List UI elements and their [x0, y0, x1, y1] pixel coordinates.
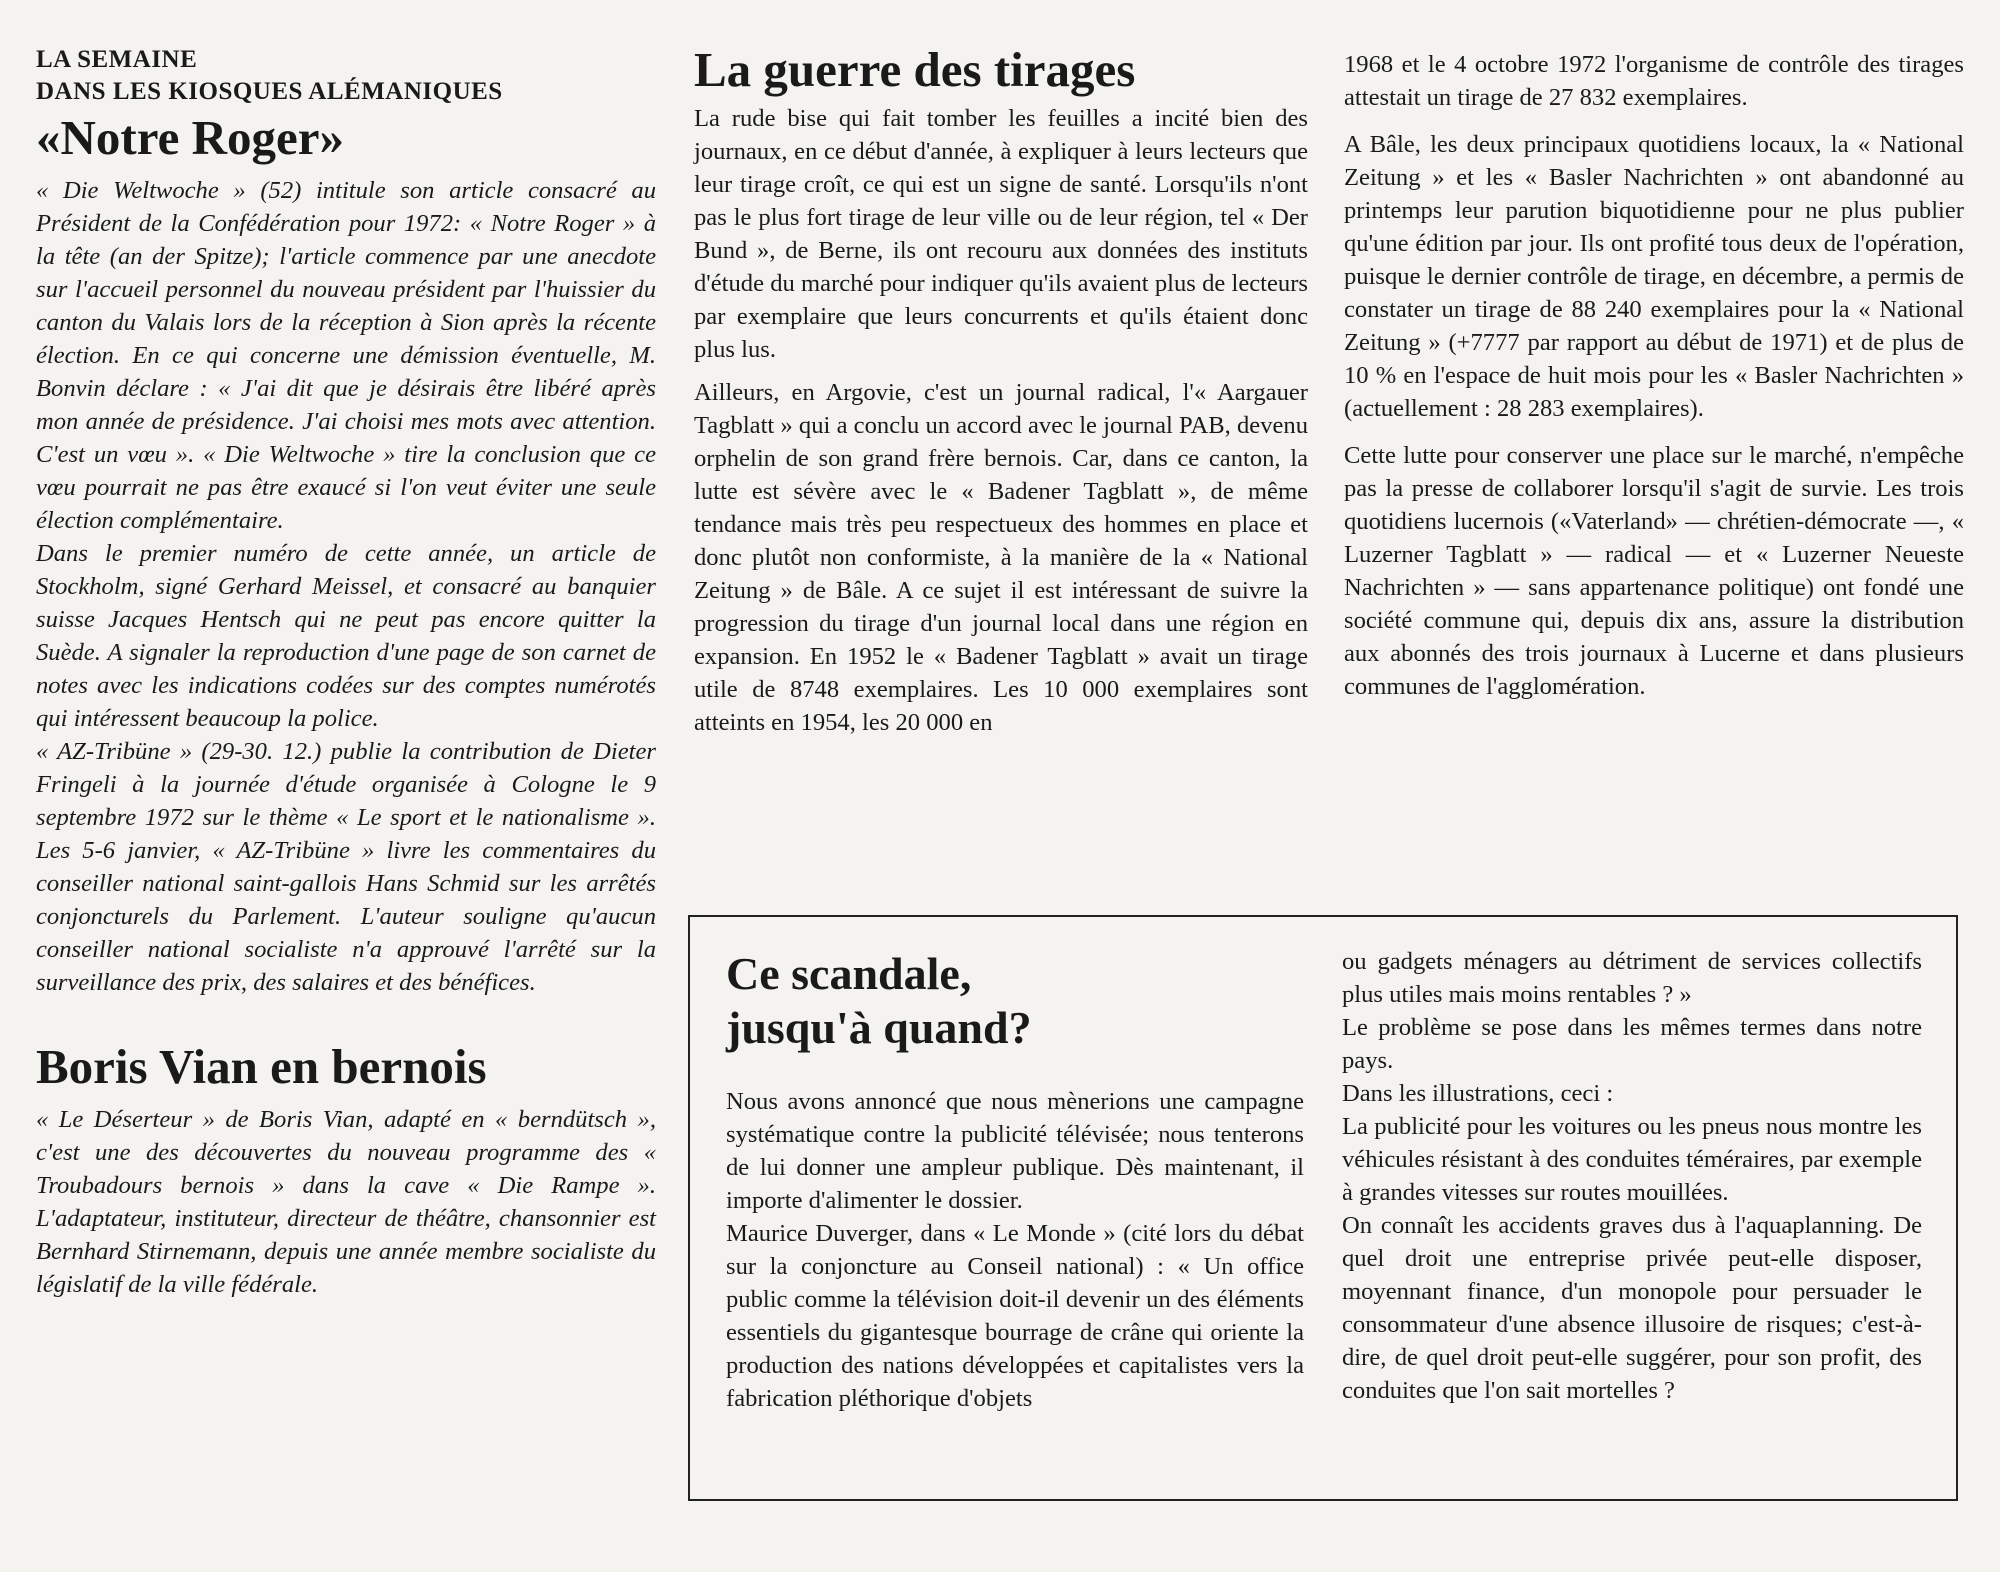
- article-guerre-continued: [1344, 48, 1964, 703]
- paragraph: A Bâle, les deux principaux quotidiens locaux, la « National Zeitung » et les « Basler Nachrichten » ont abandonné au printemps leur parution biquotidienne pour ne plus publier qu'une édition par jour. Ils ont profité tous deux de l'opération, puisque le dernier contrôle de tirage, en décembre, a permis de constater un tirage de 88 240 exemplaires pour la « National Zeitung » (+7777 par rapport au début de 1971) et de plus de 10 % en l'espace de huit mois pour les « Basler Nachrichten » (actuellement : 28 283 exemplaires).: [1344, 131, 1964, 422]
- paragraph: Cette lutte pour conserver une place sur le marché, n'empêche pas la presse de collaborer lorsqu'il s'agit de survie. Les trois quotidiens lucernois («Vaterland» — chrétien-démocrate —, « Luzerner Tagblatt » — radical — et « Luzerner Neueste Nachrichten » — sans appartenance politique) ont fondé une société commune qui, depuis dix ans, assure la distribution aux abonnés des trois journaux à Lucerne et dans plusieurs communes de l'agglomération.: [1344, 442, 1964, 700]
- paragraph: Ailleurs, en Argovie, c'est un journal radical, l'« Aargauer Tagblatt » qui a conclu un accord avec le journal PAB, devenu orphelin de son grand frère bernois. Car, dans ce canton, la lutte est sévère avec le « Badener Tagblatt », de même tendance mais très peu respectueux des hommes en place et donc plutôt non conformiste, à la manière de la « National Zeitung » de Bâle. A ce sujet il est intéressant de suivre la progression du tirage d'un journal local dans une région en expansion. En 1952 le « Badener Tagblatt » avait un tirage utile de 8748 exemplaires. Les 10 000 exemplaires sont atteints en 1954, les 20 000 en: [694, 379, 1308, 736]
- paragraph: « Le Déserteur » de Boris Vian, adapté en « berndütsch », c'est une des découvertes du nouveau programme des « Troubadours bernois » dans la cave « Die Rampe ». L'adaptateur, instituteur, directeur de théâtre, chansonnier est Bernhard Stirnemann, depuis une année membre socialiste du législatif de la ville fédérale.: [36, 1106, 656, 1298]
- headline-ce-scandale: [726, 947, 1304, 1055]
- box-right-column: [1342, 945, 1922, 1407]
- paragraph: Le problème se pose dans les mêmes termes dans notre pays.: [1342, 1014, 1922, 1074]
- paragraph: La publicité pour les voitures ou les pneus nous montre les véhicules résistant à des conduites téméraires, par exemple à grandes vitesses sur routes mouillées.: [1342, 1113, 1922, 1206]
- headline-line-2: jusqu'à quand?: [726, 1002, 1032, 1053]
- paragraph: Dans les illustrations, ceci :: [1342, 1080, 1614, 1107]
- paragraph: Maurice Duverger, dans « Le Monde » (cité lors du débat sur la conjoncture au Conseil national) : « Un office public comme la télévision doit-il devenir un des éléments essentiels du gigantesque bourrage de crâne qui oriente la production des nations développées et capitalistes vers la fabrication pléthorique d'objets: [726, 1220, 1304, 1412]
- headline-boris-vian: Boris Vian en bernois: [36, 1039, 487, 1094]
- article-guerre-des-tirages: [694, 102, 1308, 739]
- middle-column: [694, 44, 1308, 739]
- paragraph: « AZ-Tribüne » (29-30. 12.) publie la contribution de Dieter Fringeli à la journée d'étude organisée à Cologne le 9 septembre 1972 sur le thème « Le sport et le nationalisme ». Les 5-6 janvier, « AZ-Tribüne » livre les commentaires du conseiller national saint-gallois Hans Schmid sur les arrêtés conjoncturels du Parlement. L'auteur souligne qu'aucun conseiller national socialiste n'a approuvé l'arrêté sur la surveillance des prix, des salaires et des bénéfices.: [36, 738, 656, 996]
- paragraph: 1968 et le 4 octobre 1972 l'organisme de contrôle des tirages attestait un tirage de 27 832 exemplaires.: [1344, 51, 1964, 111]
- section-kicker: [36, 44, 656, 108]
- boxed-article-scandale: [688, 915, 1958, 1501]
- paragraph: ou gadgets ménagers au détriment de services collectifs plus utiles mais moins rentables ? »: [1342, 948, 1922, 1008]
- left-column: [36, 44, 656, 1301]
- box-left-column: [726, 947, 1304, 1415]
- article-notre-roger: [36, 174, 656, 999]
- article-boris-vian: [36, 1103, 656, 1301]
- right-column: [1344, 48, 1964, 703]
- paragraph: On connaît les accidents graves dus à l'aquaplanning. De quel droit une entreprise privée peut-elle disposer, moyennant finance, d'un monopole pour persuader le consommateur d'une absence illusoire de risques; c'est-à-dire, de quel droit peut-elle suggérer, pour son profit, des conduites que l'on sait mortelles ?: [1342, 1212, 1922, 1404]
- paragraph: Dans le premier numéro de cette année, un article de Stockholm, signé Gerhard Meissel, et consacré au banquier suisse Jacques Hentsch qui ne peut pas encore quitter la Suède. A signaler la reproduction d'une page de son carnet de notes avec les indications codées sur des comptes numérotés qui intéressent beaucoup la police.: [36, 540, 656, 732]
- paragraph: Nous avons annoncé que nous mènerions une campagne systématique contre la publicité télévisée; nous tenterons de lui donner une ampleur publique. Dès maintenant, il importe d'alimenter le dossier.: [726, 1088, 1304, 1214]
- paragraph: La rude bise qui fait tomber les feuilles a incité bien des journaux, en ce début d'année, à expliquer à leurs lecteurs que leur tirage croît, ce qui est un signe de santé. Lorsqu'ils n'ont pas le plus fort tirage de leur ville ou de leur région, tel « Der Bund », de Berne, ils ont recouru aux données des instituts d'étude du marché pour indiquer qu'ils avaient plus de lecteurs par exemplaire que leurs concurrents et qu'ils étaient donc plus lus.: [694, 105, 1308, 363]
- kicker-line-1: LA SEMAINE: [36, 46, 198, 73]
- kicker-line-2: DANS LES KIOSQUES ALÉMANIQUES: [36, 78, 503, 105]
- headline-line-1: Ce scandale,: [726, 948, 972, 999]
- headline-notre-roger: «Notre Roger»: [36, 110, 344, 165]
- box-left-text: [726, 1085, 1304, 1415]
- paragraph: « Die Weltwoche » (52) intitule son article consacré au Président de la Confédération pour 1972: « Notre Roger » à la tête (an der Spitze); l'article commence par une anecdote sur l'accueil personnel du nouveau président par l'huissier du canton du Valais lors de la réception à Sion après la récente élection. En ce qui concerne une démission éventuelle, M. Bonvin déclare : « J'ai dit que je désirais être libéré après mon année de présidence. J'ai choisi mes mots avec attention. C'est un vœu ». « Die Weltwoche » tire la conclusion que ce vœu pourrait ne pas être exaucé si l'on veut éviter une seule élection complémentaire.: [36, 177, 656, 534]
- headline-guerre-des-tirages: La guerre des tirages: [694, 42, 1136, 97]
